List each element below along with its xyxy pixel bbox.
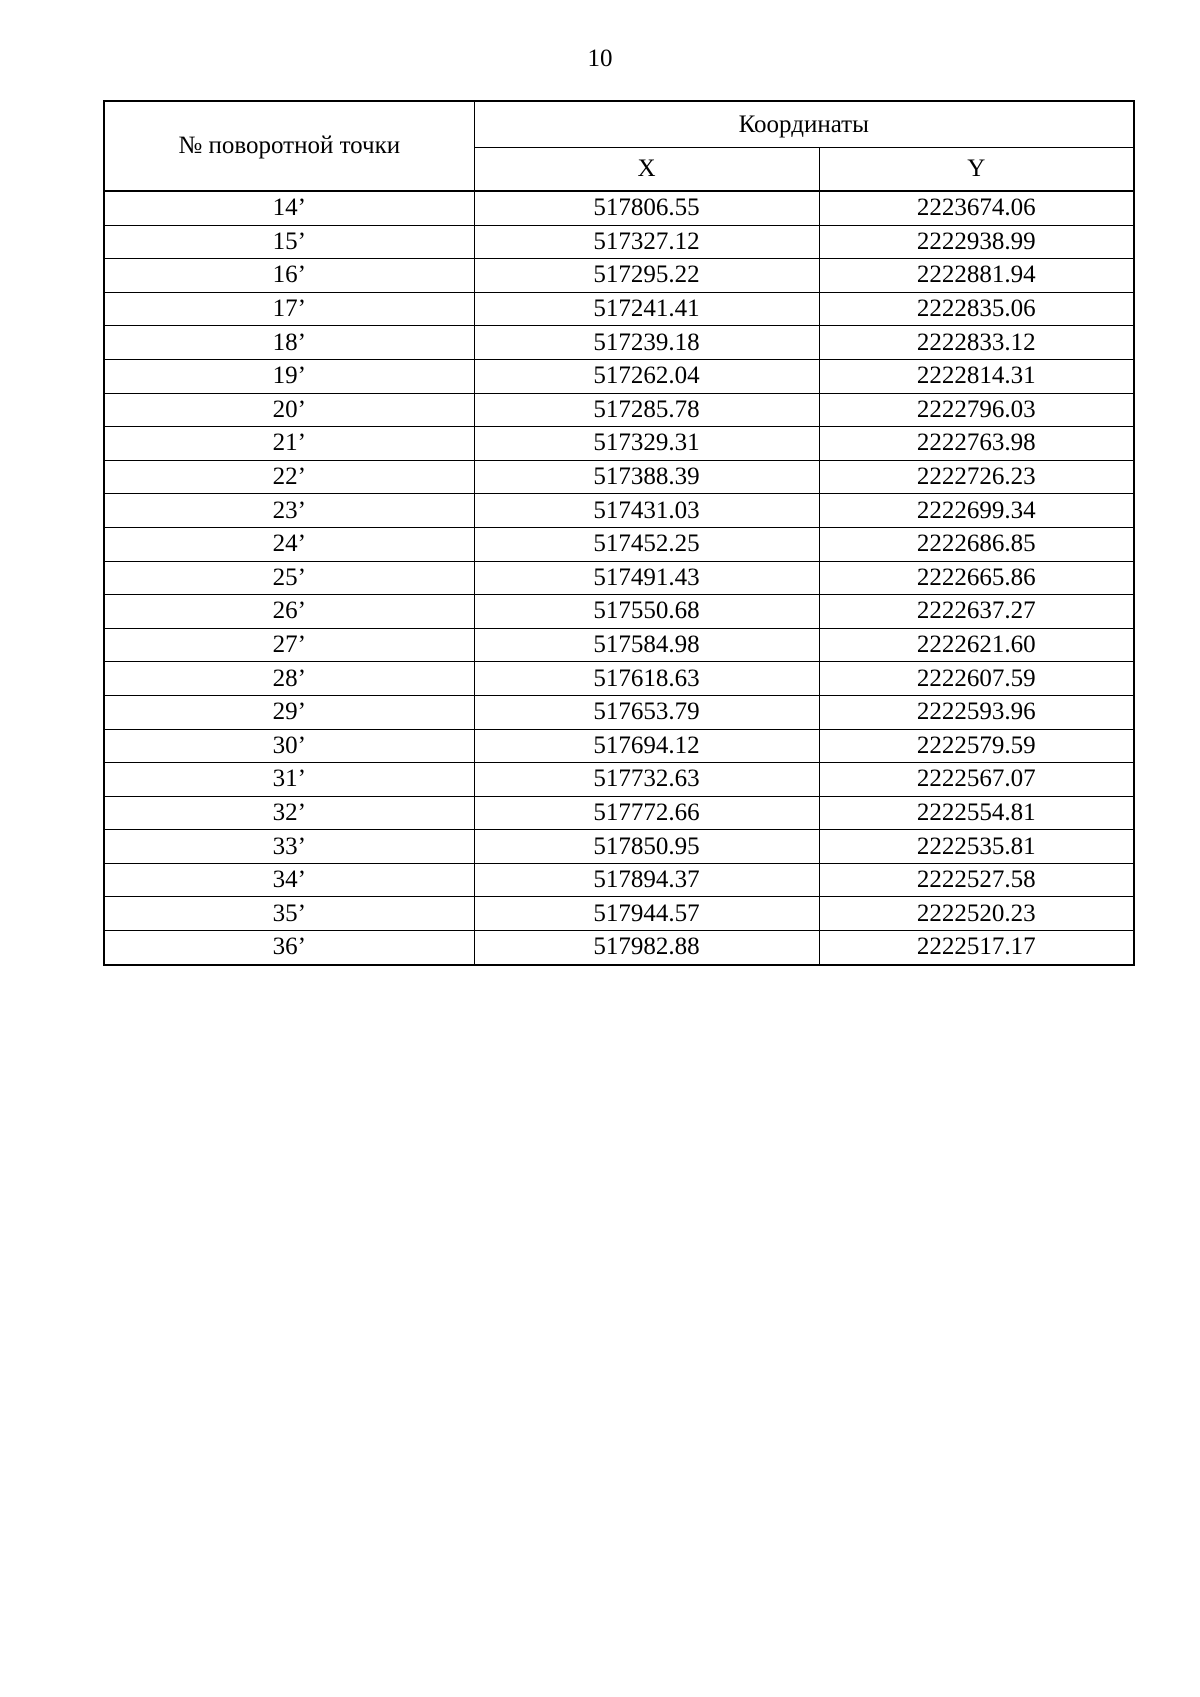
- point-number-header: № поворотной точки: [104, 101, 474, 191]
- point-number-cell: 28’: [104, 662, 474, 696]
- table-header: [104, 101, 1134, 191]
- point-number-cell: 31’: [104, 763, 474, 797]
- y-coordinate-cell: 2222833.12: [819, 326, 1134, 360]
- y-coordinate-cell: 2223674.06: [819, 191, 1134, 225]
- x-coordinate-cell: 517618.63: [474, 662, 819, 696]
- point-number-cell: 26’: [104, 595, 474, 629]
- table-row: [104, 460, 1134, 494]
- x-coordinate-cell: 517584.98: [474, 628, 819, 662]
- x-coordinate-cell: 517772.66: [474, 796, 819, 830]
- y-coordinate-cell: 2222814.31: [819, 359, 1134, 393]
- table-row: [104, 561, 1134, 595]
- point-number-cell: 21’: [104, 427, 474, 461]
- point-number-cell: 32’: [104, 796, 474, 830]
- y-coordinate-cell: 2222567.07: [819, 763, 1134, 797]
- table-row: [104, 259, 1134, 293]
- table-row: [104, 897, 1134, 931]
- y-coordinate-cell: 2222665.86: [819, 561, 1134, 595]
- table-row: [104, 796, 1134, 830]
- x-coordinate-cell: 517241.41: [474, 292, 819, 326]
- x-coordinate-cell: 517732.63: [474, 763, 819, 797]
- point-number-cell: 22’: [104, 460, 474, 494]
- table-row: [104, 326, 1134, 360]
- x-coordinate-cell: 517550.68: [474, 595, 819, 629]
- point-number-cell: 33’: [104, 830, 474, 864]
- y-coordinate-cell: 2222686.85: [819, 527, 1134, 561]
- point-number-cell: 35’: [104, 897, 474, 931]
- y-coordinate-cell: 2222593.96: [819, 695, 1134, 729]
- y-coordinate-cell: 2222621.60: [819, 628, 1134, 662]
- table-row: [104, 931, 1134, 965]
- x-coordinate-cell: 517295.22: [474, 259, 819, 293]
- point-number-cell: 24’: [104, 527, 474, 561]
- point-number-cell: 25’: [104, 561, 474, 595]
- y-coordinate-cell: 2222607.59: [819, 662, 1134, 696]
- x-coordinate-cell: 517285.78: [474, 393, 819, 427]
- point-number-cell: 27’: [104, 628, 474, 662]
- y-coordinate-cell: 2222796.03: [819, 393, 1134, 427]
- y-coordinate-cell: 2222835.06: [819, 292, 1134, 326]
- table-row: [104, 662, 1134, 696]
- table-row: [104, 359, 1134, 393]
- y-header: Y: [819, 148, 1134, 192]
- point-number-cell: 15’: [104, 225, 474, 259]
- x-coordinate-cell: 517239.18: [474, 326, 819, 360]
- x-coordinate-cell: 517653.79: [474, 695, 819, 729]
- y-coordinate-cell: 2222535.81: [819, 830, 1134, 864]
- x-coordinate-cell: 517431.03: [474, 494, 819, 528]
- x-coordinate-cell: 517982.88: [474, 931, 819, 965]
- table-row: [104, 830, 1134, 864]
- table-row: [104, 225, 1134, 259]
- y-coordinate-cell: 2222520.23: [819, 897, 1134, 931]
- x-coordinate-cell: 517850.95: [474, 830, 819, 864]
- table-row: [104, 595, 1134, 629]
- y-coordinate-cell: 2222637.27: [819, 595, 1134, 629]
- point-number-cell: 29’: [104, 695, 474, 729]
- y-coordinate-cell: 2222726.23: [819, 460, 1134, 494]
- table-row: [104, 393, 1134, 427]
- y-coordinate-cell: 2222938.99: [819, 225, 1134, 259]
- point-number-cell: 23’: [104, 494, 474, 528]
- x-coordinate-cell: 517327.12: [474, 225, 819, 259]
- point-number-cell: 17’: [104, 292, 474, 326]
- table-row: [104, 292, 1134, 326]
- x-coordinate-cell: 517894.37: [474, 863, 819, 897]
- point-number-cell: 30’: [104, 729, 474, 763]
- table-row: [104, 427, 1134, 461]
- point-number-cell: 14’: [104, 191, 474, 225]
- x-coordinate-cell: 517491.43: [474, 561, 819, 595]
- y-coordinate-cell: 2222527.58: [819, 863, 1134, 897]
- table-row: [104, 729, 1134, 763]
- point-number-cell: 18’: [104, 326, 474, 360]
- table-row: [104, 527, 1134, 561]
- y-coordinate-cell: 2222554.81: [819, 796, 1134, 830]
- coordinates-table: [103, 100, 1135, 966]
- x-coordinate-cell: 517262.04: [474, 359, 819, 393]
- coordinates-header: Координаты: [474, 101, 1134, 148]
- x-coordinate-cell: 517806.55: [474, 191, 819, 225]
- x-coordinate-cell: 517452.25: [474, 527, 819, 561]
- y-coordinate-cell: 2222517.17: [819, 931, 1134, 965]
- y-coordinate-cell: 2222763.98: [819, 427, 1134, 461]
- x-coordinate-cell: 517329.31: [474, 427, 819, 461]
- table-row: [104, 763, 1134, 797]
- point-number-cell: 16’: [104, 259, 474, 293]
- x-coordinate-cell: 517694.12: [474, 729, 819, 763]
- table-body: [104, 191, 1134, 965]
- table-row: [104, 494, 1134, 528]
- point-number-cell: 19’: [104, 359, 474, 393]
- page-number: 10: [587, 45, 613, 72]
- y-coordinate-cell: 2222699.34: [819, 494, 1134, 528]
- point-number-cell: 34’: [104, 863, 474, 897]
- table-row: [104, 863, 1134, 897]
- y-coordinate-cell: 2222881.94: [819, 259, 1134, 293]
- x-coordinate-cell: 517944.57: [474, 897, 819, 931]
- table-row: [104, 191, 1134, 225]
- table-row: [104, 628, 1134, 662]
- x-coordinate-cell: 517388.39: [474, 460, 819, 494]
- point-number-cell: 20’: [104, 393, 474, 427]
- table-row: [104, 695, 1134, 729]
- x-header: X: [474, 148, 819, 192]
- y-coordinate-cell: 2222579.59: [819, 729, 1134, 763]
- point-number-cell: 36’: [104, 931, 474, 965]
